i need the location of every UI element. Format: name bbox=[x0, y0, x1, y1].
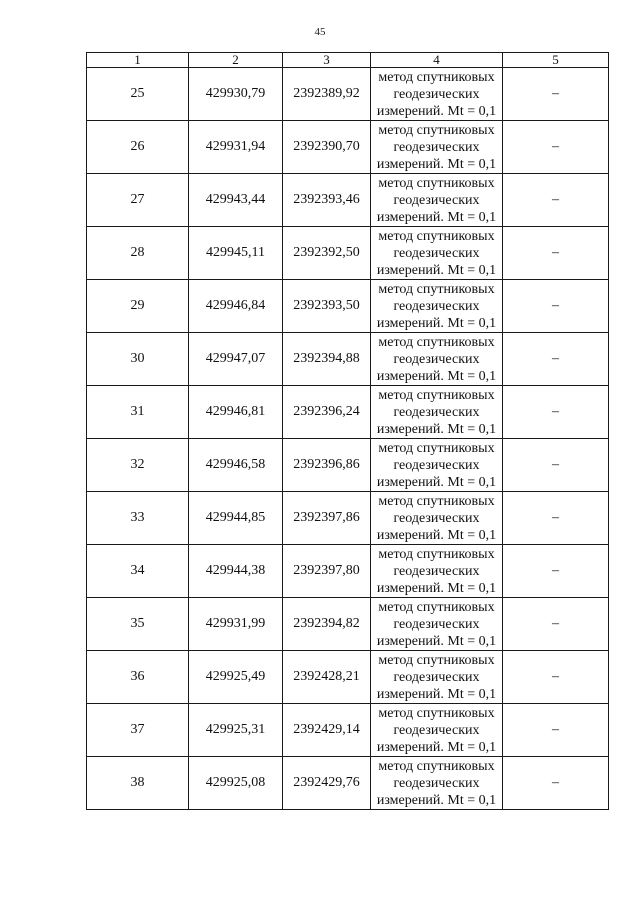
y-coordinate-cell: 2392392,50 bbox=[283, 227, 371, 280]
y-coordinate-cell: 2392394,88 bbox=[283, 333, 371, 386]
method-line: геодезических bbox=[393, 298, 480, 314]
x-coordinate-cell: 429946,84 bbox=[189, 280, 283, 333]
method-cell bbox=[371, 68, 503, 121]
method-line: метод спутниковых bbox=[378, 758, 495, 774]
method-cell bbox=[371, 651, 503, 704]
column-header: 3 bbox=[283, 53, 371, 68]
method-line: измерений. Mt = 0,1 bbox=[376, 103, 497, 119]
x-coordinate-cell: 429925,08 bbox=[189, 757, 283, 810]
note-cell: – bbox=[503, 545, 609, 598]
note-cell: – bbox=[503, 704, 609, 757]
y-coordinate-cell: 2392397,86 bbox=[283, 492, 371, 545]
method-line: измерений. Mt = 0,1 bbox=[376, 315, 497, 331]
y-coordinate-cell: 2392396,86 bbox=[283, 439, 371, 492]
table-body bbox=[87, 68, 609, 810]
x-coordinate-cell: 429944,38 bbox=[189, 545, 283, 598]
note-cell: – bbox=[503, 280, 609, 333]
x-coordinate-cell: 429943,44 bbox=[189, 174, 283, 227]
table-row bbox=[87, 333, 609, 386]
page-number: 45 bbox=[314, 26, 326, 38]
point-number-cell: 29 bbox=[87, 280, 189, 333]
x-coordinate-cell: 429945,11 bbox=[189, 227, 283, 280]
method-line: измерений. Mt = 0,1 bbox=[376, 580, 497, 596]
note-cell: – bbox=[503, 121, 609, 174]
point-number-cell: 31 bbox=[87, 386, 189, 439]
method-cell bbox=[371, 704, 503, 757]
point-number-cell: 30 bbox=[87, 333, 189, 386]
method-line: измерений. Mt = 0,1 bbox=[376, 792, 497, 808]
note-cell: – bbox=[503, 333, 609, 386]
method-line: геодезических bbox=[393, 351, 480, 367]
method-line: измерений. Mt = 0,1 bbox=[376, 686, 497, 702]
point-number-cell: 27 bbox=[87, 174, 189, 227]
y-coordinate-cell: 2392393,46 bbox=[283, 174, 371, 227]
table-row bbox=[87, 386, 609, 439]
method-line: геодезических bbox=[393, 616, 480, 632]
note-cell: – bbox=[503, 598, 609, 651]
method-line: метод спутниковых bbox=[378, 599, 495, 615]
method-line: метод спутниковых bbox=[378, 228, 495, 244]
y-coordinate-cell: 2392396,24 bbox=[283, 386, 371, 439]
method-line: геодезических bbox=[393, 457, 480, 473]
method-cell bbox=[371, 333, 503, 386]
method-cell bbox=[371, 174, 503, 227]
table-row bbox=[87, 121, 609, 174]
note-cell: – bbox=[503, 227, 609, 280]
method-cell bbox=[371, 121, 503, 174]
point-number-cell: 37 bbox=[87, 704, 189, 757]
method-line: метод спутниковых bbox=[378, 705, 495, 721]
y-coordinate-cell: 2392397,80 bbox=[283, 545, 371, 598]
point-number-cell: 28 bbox=[87, 227, 189, 280]
y-coordinate-cell: 2392429,14 bbox=[283, 704, 371, 757]
x-coordinate-cell: 429931,94 bbox=[189, 121, 283, 174]
table-row bbox=[87, 651, 609, 704]
column-header: 4 bbox=[371, 53, 503, 68]
method-line: геодезических bbox=[393, 510, 480, 526]
y-coordinate-cell: 2392390,70 bbox=[283, 121, 371, 174]
method-line: измерений. Mt = 0,1 bbox=[376, 209, 497, 225]
table-header-row bbox=[87, 53, 609, 68]
x-coordinate-cell: 429947,07 bbox=[189, 333, 283, 386]
table-row bbox=[87, 174, 609, 227]
method-cell bbox=[371, 227, 503, 280]
y-coordinate-cell: 2392393,50 bbox=[283, 280, 371, 333]
point-number-cell: 35 bbox=[87, 598, 189, 651]
method-line: метод спутниковых bbox=[378, 440, 495, 456]
method-line: метод спутниковых bbox=[378, 387, 495, 403]
method-line: измерений. Mt = 0,1 bbox=[376, 474, 497, 490]
y-coordinate-cell: 2392428,21 bbox=[283, 651, 371, 704]
x-coordinate-cell: 429925,31 bbox=[189, 704, 283, 757]
point-number-cell: 34 bbox=[87, 545, 189, 598]
method-line: измерений. Mt = 0,1 bbox=[376, 739, 497, 755]
method-line: измерений. Mt = 0,1 bbox=[376, 156, 497, 172]
x-coordinate-cell: 429930,79 bbox=[189, 68, 283, 121]
method-line: метод спутниковых bbox=[378, 493, 495, 509]
point-number-cell: 26 bbox=[87, 121, 189, 174]
method-cell bbox=[371, 386, 503, 439]
note-cell: – bbox=[503, 174, 609, 227]
method-cell bbox=[371, 545, 503, 598]
point-number-cell: 36 bbox=[87, 651, 189, 704]
method-line: измерений. Mt = 0,1 bbox=[376, 633, 497, 649]
table-row bbox=[87, 439, 609, 492]
method-line: измерений. Mt = 0,1 bbox=[376, 368, 497, 384]
note-cell: – bbox=[503, 492, 609, 545]
method-line: метод спутниковых bbox=[378, 652, 495, 668]
method-line: геодезических bbox=[393, 775, 480, 791]
method-cell bbox=[371, 492, 503, 545]
x-coordinate-cell: 429944,85 bbox=[189, 492, 283, 545]
method-line: геодезических bbox=[393, 139, 480, 155]
method-line: геодезических bbox=[393, 245, 480, 261]
table-row bbox=[87, 280, 609, 333]
x-coordinate-cell: 429946,81 bbox=[189, 386, 283, 439]
y-coordinate-cell: 2392394,82 bbox=[283, 598, 371, 651]
point-number-cell: 32 bbox=[87, 439, 189, 492]
method-cell bbox=[371, 598, 503, 651]
method-line: измерений. Mt = 0,1 bbox=[376, 527, 497, 543]
method-line: геодезических bbox=[393, 86, 480, 102]
method-line: геодезических bbox=[393, 669, 480, 685]
method-line: метод спутниковых bbox=[378, 122, 495, 138]
note-cell: – bbox=[503, 651, 609, 704]
method-cell bbox=[371, 757, 503, 810]
note-cell: – bbox=[503, 757, 609, 810]
method-line: метод спутниковых bbox=[378, 281, 495, 297]
table-row bbox=[87, 704, 609, 757]
column-header: 2 bbox=[189, 53, 283, 68]
method-line: метод спутниковых bbox=[378, 334, 495, 350]
method-cell bbox=[371, 439, 503, 492]
point-number-cell: 38 bbox=[87, 757, 189, 810]
y-coordinate-cell: 2392389,92 bbox=[283, 68, 371, 121]
method-line: метод спутниковых bbox=[378, 546, 495, 562]
method-line: измерений. Mt = 0,1 bbox=[376, 421, 497, 437]
y-coordinate-cell: 2392429,76 bbox=[283, 757, 371, 810]
table-row bbox=[87, 68, 609, 121]
method-line: метод спутниковых bbox=[378, 175, 495, 191]
method-line: метод спутниковых bbox=[378, 69, 495, 85]
table-row bbox=[87, 492, 609, 545]
table-row bbox=[87, 757, 609, 810]
table-row bbox=[87, 598, 609, 651]
method-line: геодезических bbox=[393, 563, 480, 579]
column-header: 5 bbox=[503, 53, 609, 68]
table-row bbox=[87, 227, 609, 280]
table-row bbox=[87, 545, 609, 598]
note-cell: – bbox=[503, 386, 609, 439]
x-coordinate-cell: 429925,49 bbox=[189, 651, 283, 704]
method-line: геодезических bbox=[393, 404, 480, 420]
coordinates-table bbox=[86, 52, 609, 810]
note-cell: – bbox=[503, 68, 609, 121]
method-line: измерений. Mt = 0,1 bbox=[376, 262, 497, 278]
method-line: геодезических bbox=[393, 192, 480, 208]
method-line: геодезических bbox=[393, 722, 480, 738]
note-cell: – bbox=[503, 439, 609, 492]
x-coordinate-cell: 429931,99 bbox=[189, 598, 283, 651]
method-cell bbox=[371, 280, 503, 333]
point-number-cell: 33 bbox=[87, 492, 189, 545]
column-header: 1 bbox=[87, 53, 189, 68]
point-number-cell: 25 bbox=[87, 68, 189, 121]
x-coordinate-cell: 429946,58 bbox=[189, 439, 283, 492]
